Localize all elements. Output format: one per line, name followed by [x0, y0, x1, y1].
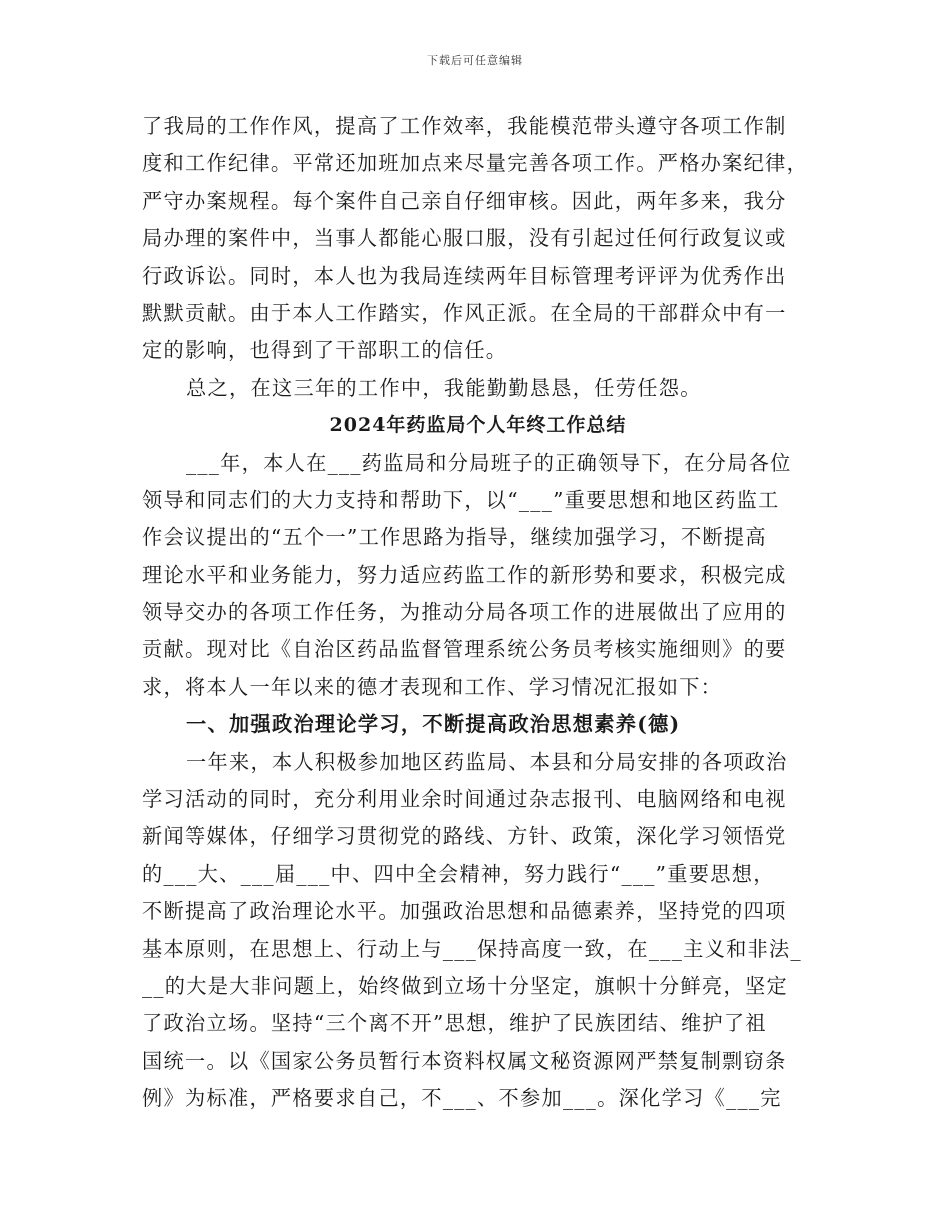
text-line: 了我局的工作作风，提高了工作效率，我能模范带头遵守各项工作制: [142, 114, 787, 138]
text-line: ___年，本人在___药监局和分局班子的正确领导下，在分局各位: [186, 450, 792, 475]
section-heading: 一、加强政治理论学习，不断提高政治思想素养(德): [186, 712, 681, 737]
paragraph-intro: [142, 445, 814, 707]
text-line: 总之，在这三年的工作中，我能勤勤恳恳，任劳任怨。: [186, 375, 702, 400]
text-line: 局办理的案件中，当事人都能心服口服，没有引起过任何行政复议或: [142, 226, 787, 251]
paragraph-politics: [142, 744, 814, 1118]
document-body: [142, 108, 814, 1118]
paragraph-continued: [142, 108, 814, 370]
text-line: 严守办案规程。每个案件自己亲自仔细审核。因此，两年多来，我分: [142, 188, 787, 213]
text-line: 默默贡献。由于本人工作踏实，作风正派。在全局的干部群众中有一: [142, 300, 787, 325]
text-line: 新闻等媒体，仔细学习贯彻党的路线、方针、政策，深化学习领悟党: [142, 824, 787, 849]
text-line: 不断提高了政治理论水平。加强政治思想和品德素养，坚持党的四项: [142, 899, 787, 924]
text-line: 例》为标准，严格要求自己，不___、不参加___。深化学习《___完: [142, 1086, 782, 1111]
text-line: 一年来，本人积极参加地区药监局、本县和分局安排的各项政治: [186, 749, 788, 774]
text-line: 国统一。以《国家公务员暂行本资料权属文秘资源网严禁复制剽窃条: [142, 1048, 787, 1073]
text-line: 基本原则，在思想上、行动上与___保持高度一致，在___主义和非法_: [142, 936, 802, 961]
text-line: 理论水平和业务能力，努力适应药监工作的新形势和要求，积极完成: [142, 562, 787, 587]
page-header-note: 下载后可任意编辑: [427, 54, 523, 67]
text-line: 贡献。现对比《自治区药品监督管理系统公务员考核实施细则》的要: [142, 637, 787, 662]
text-line: 作会议提出的“五个一”工作思路为指导，继续加强学习，不断提高: [142, 525, 767, 550]
text-line: 定的影响，也得到了干部职工的信任。: [142, 338, 508, 363]
text-line: 的___大、___届___中、四中全会精神，努力践行“___”重要思想，: [142, 861, 775, 886]
text-line: 领导交办的各项工作任务，为推动分局各项工作的进展做出了应用的: [142, 600, 787, 625]
text-line: 行政诉讼。同时，本人也为我局连续两年目标管理考评评为优秀作出: [142, 263, 787, 288]
text-line: 度和工作纪律。平常还加班加点来尽量完善各项工作。严格办案纪律，: [142, 151, 809, 176]
document-title: 2024年药监局个人年终工作总结: [329, 414, 627, 437]
text-line: 领导和同志们的大力支持和帮助下，以“___”重要思想和地区药监工: [142, 487, 780, 512]
text-line: 学习活动的同时，充分利用业余时间通过杂志报刊、电脑网络和电视: [142, 787, 787, 812]
text-line: 了政治立场。坚持“三个离不开”思想，维护了民族团结、维护了祖: [142, 1011, 767, 1036]
text-line: __的大是大非问题上，始终做到立场十分坚定，旗帜十分鲜亮，坚定: [142, 973, 788, 998]
text-line: 求，将本人一年以来的德才表现和工作、学习情况汇报如下：: [142, 674, 723, 699]
paragraph-summary: [142, 370, 814, 407]
